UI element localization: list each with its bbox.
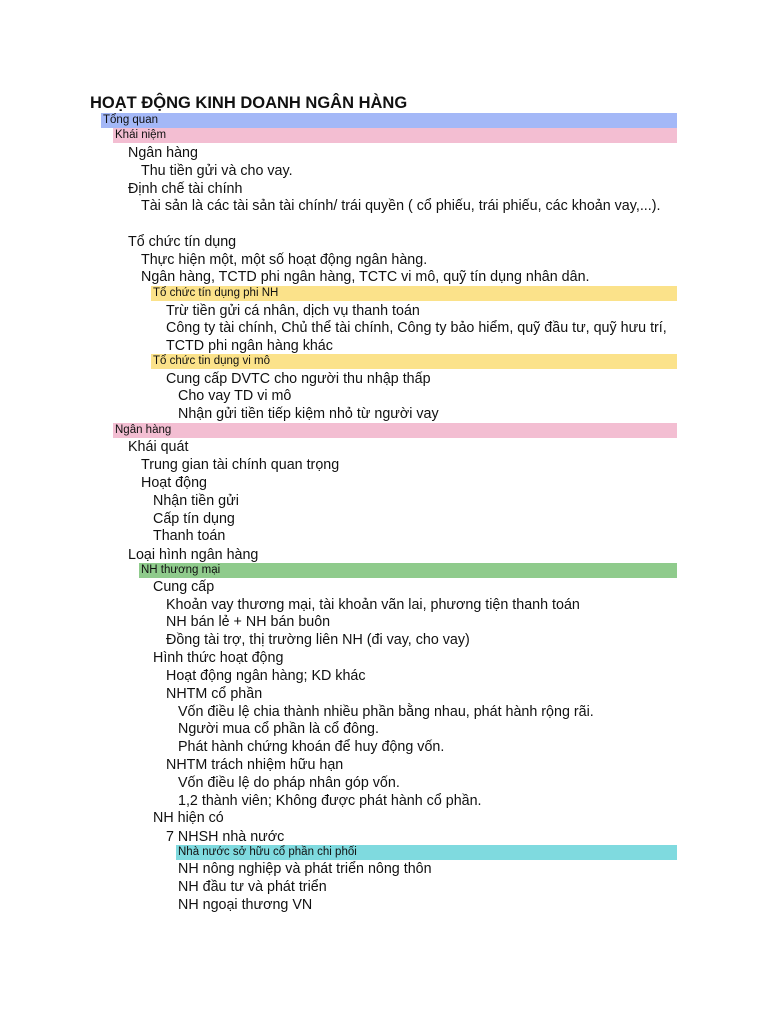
- outline-item: Người mua cổ phần là cổ đông.: [178, 721, 379, 737]
- outline-item: Phát hành chứng khoán để huy động vốn.: [178, 739, 445, 755]
- outline-item: Tài sản là các tài sản tài chính/ trái quyền ( cổ phiếu, trái phiếu, các khoản vay,...).: [141, 198, 661, 214]
- outline-item: Trừ tiền gửi cá nhân, dịch vụ thanh toán: [166, 303, 420, 319]
- outline-item: Thanh toán: [153, 528, 226, 544]
- outline-item: Tổ chức tín dụng: [128, 234, 237, 250]
- section-band-state-owned: Nhà nước sở hữu cổ phần chi phối: [176, 845, 677, 860]
- outline-item: Ngân hàng, TCTD phi ngân hàng, TCTC vi mô, quỹ tín dụng nhân dân.: [141, 269, 590, 285]
- outline-item: Thu tiền gửi và cho vay.: [141, 163, 293, 179]
- outline-item: Ngân hàng: [128, 145, 198, 161]
- section-band-bank: Ngân hàng: [113, 423, 677, 438]
- outline-item: Cung cấp: [153, 579, 215, 595]
- outline-item: NH bán lẻ + NH bán buôn: [166, 614, 331, 630]
- outline-item: Công ty tài chính, Chủ thể tài chính, Công ty bảo hiểm, quỹ đầu tư, quỹ hưu trí, TCTD phi ngân hàng khác: [166, 320, 667, 354]
- outline-item: Thực hiện một, một số hoạt động ngân hàng.: [141, 252, 428, 268]
- section-band-concept: Khái niệm: [113, 128, 677, 143]
- outline-item: Nhận gửi tiền tiếp kiệm nhỏ từ người vay: [178, 406, 439, 422]
- outline-item: Loại hình ngân hàng: [128, 547, 259, 563]
- outline-item: 7 NHSH nhà nước: [166, 829, 285, 845]
- section-band-micro: Tổ chức tin dụng vi mô: [151, 354, 677, 369]
- outline-item: Hình thức hoạt động: [153, 650, 284, 666]
- outline-item: Định chế tài chính: [128, 181, 243, 197]
- section-band-commercial: NH thương mại: [139, 563, 677, 578]
- outline-item: NHTM trách nhiệm hữu hạn: [166, 757, 344, 773]
- outline-item: Hoạt động ngân hàng; KD khác: [166, 668, 366, 684]
- outline-item: NHTM cổ phần: [166, 686, 263, 702]
- outline-item: Vốn điều lệ do pháp nhân góp vốn.: [178, 775, 400, 791]
- outline-item: Vốn điều lệ chia thành nhiều phần bằng nhau, phát hành rộng rãi.: [178, 704, 594, 720]
- outline-item: 1,2 thành viên; Không được phát hành cổ phần.: [178, 793, 482, 809]
- section-band-overview: Tổng quan: [101, 113, 677, 128]
- section-band-non-bank: Tổ chức tín dụng phi NH: [151, 286, 677, 301]
- outline-item: Khoản vay thương mại, tài khoản vãn lai, phương tiện thanh toán: [166, 597, 580, 613]
- outline-item: Trung gian tài chính quan trọng: [141, 457, 340, 473]
- outline-item: Cấp tín dụng: [153, 511, 235, 527]
- outline-item: NH đầu tư và phát triển: [178, 879, 327, 895]
- outline-item: Cung cấp DVTC cho người thu nhập thấp: [166, 371, 431, 387]
- outline-item: Nhận tiền gửi: [153, 493, 239, 509]
- page-title: HOẠT ĐỘNG KINH DOANH NGÂN HÀNG: [90, 94, 408, 112]
- outline-item: Hoạt động: [141, 475, 207, 491]
- outline-item: NH hiện có: [153, 810, 224, 826]
- outline-item: Khái quát: [128, 439, 189, 455]
- outline-item: Cho vay TD vi mô: [178, 388, 292, 404]
- outline-item: NH nông nghiệp và phát triển nông thôn: [178, 861, 432, 877]
- outline-item: Đồng tài trợ, thị trường liên NH (đi vay, cho vay): [166, 632, 470, 648]
- outline-item: NH ngoại thương VN: [178, 897, 313, 913]
